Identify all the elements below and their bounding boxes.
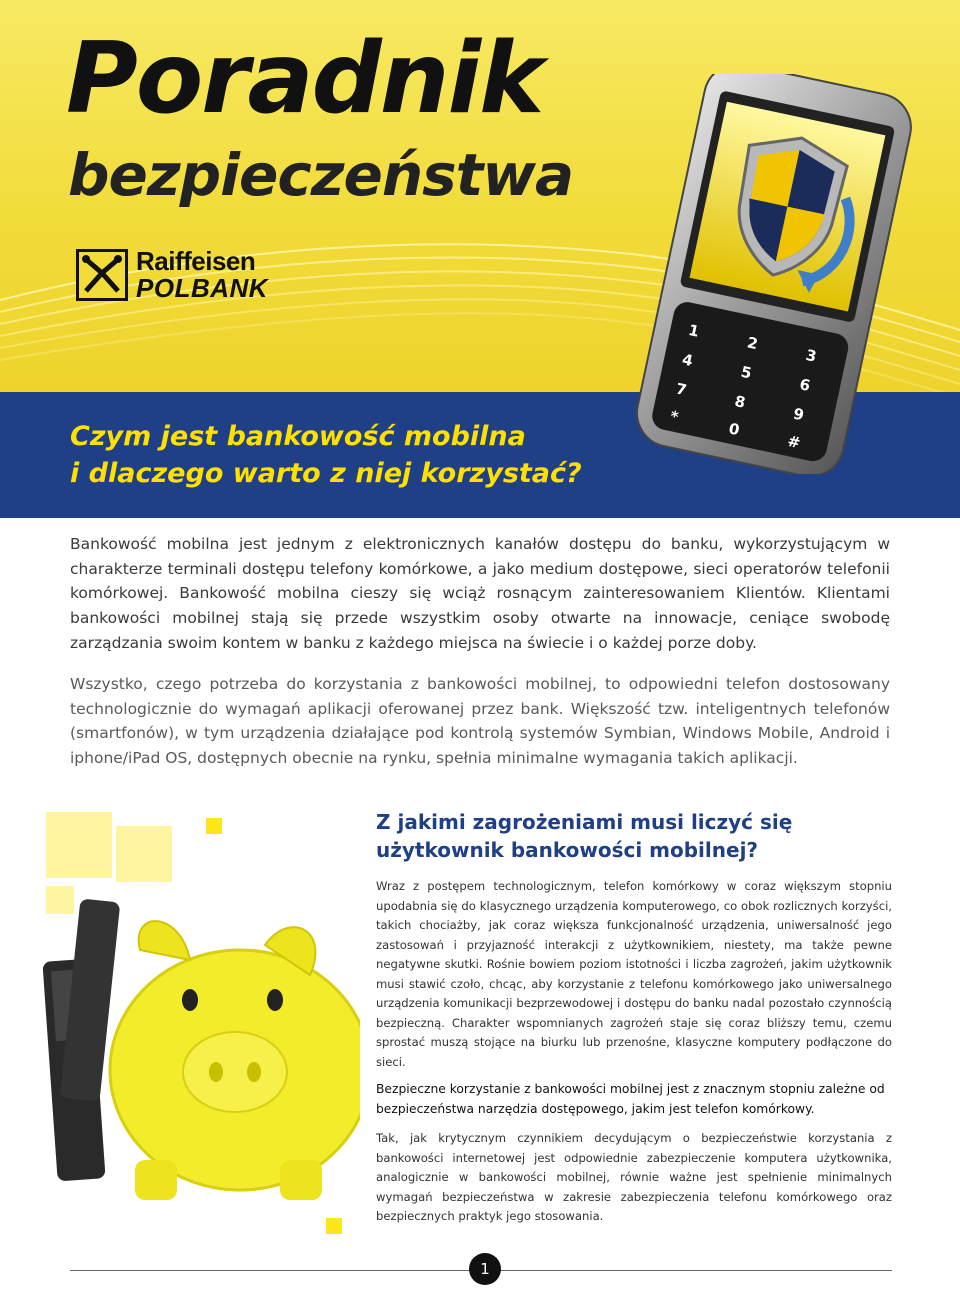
section-title xyxy=(376,808,896,864)
svg-text:4: 4 xyxy=(680,350,695,371)
mobile-phone-shield-icon xyxy=(598,74,928,474)
raiffeisen-polbank-logo xyxy=(76,248,268,301)
brand-subname: POLBANK xyxy=(136,273,269,303)
intro-paragraph-1: Bankowość mobilna jest jednym z elektronicznych kanałów dostępu do banku, wykorzystującym w charakterze terminali dostępu telefony komórkowe, a jako medium dostępowe, sieci operatorów telefonii komórkowej. Bankowość mobilna cieszy się wciąż rosnącym zainteresowaniem Klientów. Klientami bankowości mobilnej stają się przede wszystkim osoby otwarte na innowacje, ceniące swobodę zarządzania swoim kontem w banku z każdego miejsca na świecie i o każdej porze doby. xyxy=(70,535,890,652)
decorative-square xyxy=(206,818,222,834)
headline-line-1: Czym jest bankowość mobilna xyxy=(70,421,526,452)
section-title-line-1: Z jakimi zagrożeniami musi liczyć się xyxy=(376,810,793,834)
svg-text:2: 2 xyxy=(745,333,760,354)
svg-text:5: 5 xyxy=(739,362,754,383)
svg-text:8: 8 xyxy=(733,392,747,412)
svg-text:#: # xyxy=(785,431,802,453)
svg-text:6: 6 xyxy=(797,375,812,395)
cover-subtitle: bezpieczeństwa xyxy=(68,141,574,209)
svg-text:0: 0 xyxy=(727,419,742,440)
raiffeisen-crossed-horses-icon xyxy=(76,249,128,301)
piggy-bank-with-phone-icon xyxy=(40,880,360,1210)
cover-title: Poradnik xyxy=(66,22,543,136)
intro-paragraph-2: Wszystko, czego potrzeba do korzystania z bankowości mobilnej, to odpowiedni telefon dostosowany technologicznie do wymagań aplikacji oferowanej przez bank. Większość tzw. inteligentnych telefonów (smartfonów), w tym urządzenia działające pod kontrolą systemów Symbian, Windows Mobile, Android i iphone/iPad OS, dostępnych obecnie na rynku, spełnia minimalne wymagania takich aplikacji. xyxy=(70,675,890,768)
svg-text:9: 9 xyxy=(791,404,806,425)
section-title-line-2: użytkownik bankowości mobilnej? xyxy=(376,838,759,862)
section-paragraph-2: Tak, jak krytycznym czynnikiem decydującym o bezpieczeństwie korzystania z bankowości internetowej jest odpowiednie zabezpieczenie komputera użytkownika, analogicznie w bankowości mobilnej, równie ważne jest spełnienie minimalnych wymagań bezpieczeństwa w zakresie zabezpieczenia telefonu komórkowego oraz bezpiecznych praktyk jego stosowania. xyxy=(376,1131,892,1223)
brand-name: Raiffeisen xyxy=(136,246,256,276)
section-paragraph-1: Wraz z postępem technologicznym, telefon komórkowy w coraz większym stopniu upodabnia się do klasycznego urządzenia komputerowego, co obok rozlicznych korzyści, takich chociażby, jak coraz większa funkcjonalność urządzenia, uniwersalność jego zastosowań i przyjazność interakcji z użytkownikiem, niestety, ma także pewne negatywne skutki. Rośnie bowiem poziom istotności i liczba zagrożeń, jakim użytkownik musi stawić czoło, chcąc, aby korzystanie z telefonu komórkowego jako uniwersalnego urządzenia komunikacji bezprzewodowej i dostępu do banku nadal pozostało czynnością bezpieczną. Charakter wspomnianych zagrożeń staje się coraz bliższy temu, czemu sprostać muszą stojące na biurku lub przenośne, klasyczne komputery podłączone do sieci. xyxy=(376,879,892,1069)
page-number: 1 xyxy=(469,1253,501,1285)
section-highlight: Bezpieczne korzystanie z bankowości mobilnej jest z znacznym stopniu zależne od bezpieczeństwa narzędzia dostępowego, jakim jest telefon komórkowy. xyxy=(376,1082,885,1116)
headline xyxy=(70,418,630,492)
headline-line-2: i dlaczego warto z niej korzystać? xyxy=(70,458,582,489)
svg-text:3: 3 xyxy=(804,345,819,366)
decorative-square xyxy=(46,812,112,878)
decorative-square xyxy=(116,826,172,882)
svg-text:*: * xyxy=(668,406,680,427)
svg-text:7: 7 xyxy=(674,379,689,400)
decorative-square xyxy=(326,1218,342,1234)
svg-text:1: 1 xyxy=(686,320,701,341)
